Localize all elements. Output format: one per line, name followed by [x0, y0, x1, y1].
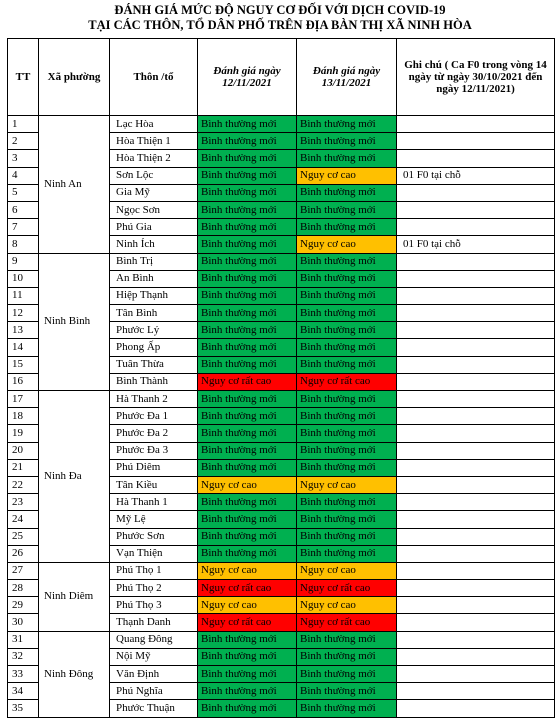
- cell-thon: Phú Nghĩa: [110, 683, 198, 700]
- header-xa-phuong: Xã phường: [39, 39, 110, 116]
- cell-danh-gia-2: Bình thường mới: [297, 150, 397, 167]
- cell-thon: Hòa Thiện 1: [110, 133, 198, 150]
- cell-tt: 24: [8, 511, 39, 528]
- cell-thon: Mỹ Lệ: [110, 511, 198, 528]
- cell-ghi-chu: [397, 562, 555, 579]
- cell-danh-gia-2: Bình thường mới: [297, 339, 397, 356]
- cell-danh-gia-1: Nguy cơ cao: [198, 597, 297, 614]
- cell-xa-phuong: Ninh Đông: [39, 631, 110, 717]
- cell-ghi-chu: [397, 528, 555, 545]
- document-title-line2: TẠI CÁC THÔN, TỔ DÂN PHỐ TRÊN ĐỊA BÀN THỊ XÃ NINH HÒA: [88, 18, 472, 32]
- cell-danh-gia-1: Bình thường mới: [198, 511, 297, 528]
- cell-ghi-chu: [397, 425, 555, 442]
- cell-thon: Hà Thanh 2: [110, 391, 198, 408]
- cell-thon: Phước Đa 1: [110, 408, 198, 425]
- cell-danh-gia-1: Bình thường mới: [198, 683, 297, 700]
- cell-danh-gia-1: Bình thường mới: [198, 201, 297, 218]
- cell-thon: Ngọc Sơn: [110, 201, 198, 218]
- cell-tt: 23: [8, 494, 39, 511]
- risk-assessment-table: [7, 38, 555, 718]
- cell-danh-gia-2: Bình thường mới: [297, 494, 397, 511]
- cell-thon: Quang Đông: [110, 631, 198, 648]
- cell-danh-gia-1: Bình thường mới: [198, 236, 297, 253]
- cell-tt: 10: [8, 270, 39, 287]
- cell-thon: Nội Mỹ: [110, 648, 198, 665]
- cell-danh-gia-2: Bình thường mới: [297, 545, 397, 562]
- cell-danh-gia-1: Nguy cơ rất cao: [198, 614, 297, 631]
- cell-thon: Sơn Lộc: [110, 167, 198, 184]
- cell-tt: 16: [8, 373, 39, 390]
- cell-danh-gia-2: Nguy cơ cao: [297, 476, 397, 493]
- cell-tt: 15: [8, 356, 39, 373]
- cell-ghi-chu: [397, 545, 555, 562]
- cell-danh-gia-2: Nguy cơ cao: [297, 167, 397, 184]
- cell-ghi-chu: [397, 459, 555, 476]
- header-tt: TT: [8, 39, 39, 116]
- cell-tt: 8: [8, 236, 39, 253]
- table-header-row: [8, 39, 555, 116]
- cell-xa-phuong: Ninh Đa: [39, 391, 110, 563]
- cell-thon: Vạn Thiện: [110, 545, 198, 562]
- cell-thon: Hòa Thiện 2: [110, 150, 198, 167]
- cell-ghi-chu: [397, 322, 555, 339]
- cell-danh-gia-2: Bình thường mới: [297, 666, 397, 683]
- cell-danh-gia-2: Nguy cơ cao: [297, 236, 397, 253]
- cell-danh-gia-2: Nguy cơ cao: [297, 597, 397, 614]
- cell-danh-gia-1: Bình thường mới: [198, 425, 297, 442]
- cell-danh-gia-1: Bình thường mới: [198, 150, 297, 167]
- cell-tt: 12: [8, 305, 39, 322]
- cell-danh-gia-1: Bình thường mới: [198, 287, 297, 304]
- cell-ghi-chu: [397, 150, 555, 167]
- cell-danh-gia-2: Bình thường mới: [297, 219, 397, 236]
- cell-tt: 3: [8, 150, 39, 167]
- table-row: [8, 253, 555, 270]
- cell-danh-gia-2: Bình thường mới: [297, 631, 397, 648]
- cell-danh-gia-1: Bình thường mới: [198, 631, 297, 648]
- cell-danh-gia-2: Nguy cơ rất cao: [297, 373, 397, 390]
- cell-thon: Phong Ấp: [110, 339, 198, 356]
- cell-ghi-chu: [397, 648, 555, 665]
- cell-danh-gia-1: Nguy cơ rất cao: [198, 373, 297, 390]
- cell-tt: 11: [8, 287, 39, 304]
- cell-ghi-chu: [397, 133, 555, 150]
- cell-danh-gia-1: Bình thường mới: [198, 700, 297, 717]
- table-row: [8, 391, 555, 408]
- cell-danh-gia-2: Nguy cơ rất cao: [297, 580, 397, 597]
- cell-ghi-chu: 01 F0 tại chỗ: [397, 236, 555, 253]
- cell-ghi-chu: [397, 666, 555, 683]
- cell-ghi-chu: [397, 116, 555, 133]
- cell-danh-gia-1: Bình thường mới: [198, 116, 297, 133]
- cell-thon: Tân Kiều: [110, 476, 198, 493]
- cell-danh-gia-1: Bình thường mới: [198, 528, 297, 545]
- cell-danh-gia-2: Bình thường mới: [297, 322, 397, 339]
- cell-tt: 19: [8, 425, 39, 442]
- cell-thon: Phú Diêm: [110, 459, 198, 476]
- cell-tt: 4: [8, 167, 39, 184]
- cell-danh-gia-2: Bình thường mới: [297, 700, 397, 717]
- cell-ghi-chu: [397, 597, 555, 614]
- cell-thon: Phước Thuận: [110, 700, 198, 717]
- cell-ghi-chu: [397, 580, 555, 597]
- cell-danh-gia-1: Bình thường mới: [198, 339, 297, 356]
- cell-danh-gia-2: Bình thường mới: [297, 287, 397, 304]
- cell-danh-gia-2: Bình thường mới: [297, 459, 397, 476]
- cell-danh-gia-1: Nguy cơ rất cao: [198, 580, 297, 597]
- cell-thon: Phú Thọ 2: [110, 580, 198, 597]
- cell-danh-gia-2: Bình thường mới: [297, 253, 397, 270]
- cell-ghi-chu: [397, 305, 555, 322]
- cell-ghi-chu: [397, 201, 555, 218]
- cell-ghi-chu: [397, 511, 555, 528]
- cell-tt: 30: [8, 614, 39, 631]
- cell-tt: 28: [8, 580, 39, 597]
- cell-ghi-chu: [397, 356, 555, 373]
- cell-tt: 34: [8, 683, 39, 700]
- cell-thon: Phú Thọ 3: [110, 597, 198, 614]
- cell-thon: Phước Đa 2: [110, 425, 198, 442]
- cell-ghi-chu: [397, 494, 555, 511]
- cell-tt: 29: [8, 597, 39, 614]
- header-danh-gia-1: Đánh giá ngày 12/11/2021: [198, 39, 297, 116]
- cell-thon: Phú Gia: [110, 219, 198, 236]
- cell-thon: Phước Sơn: [110, 528, 198, 545]
- cell-danh-gia-1: Bình thường mới: [198, 408, 297, 425]
- cell-tt: 14: [8, 339, 39, 356]
- cell-thon: Hiệp Thạnh: [110, 287, 198, 304]
- cell-ghi-chu: [397, 442, 555, 459]
- cell-tt: 33: [8, 666, 39, 683]
- cell-ghi-chu: 01 F0 tại chỗ: [397, 167, 555, 184]
- cell-danh-gia-1: Bình thường mới: [198, 391, 297, 408]
- cell-ghi-chu: [397, 614, 555, 631]
- cell-ghi-chu: [397, 287, 555, 304]
- cell-danh-gia-1: Bình thường mới: [198, 459, 297, 476]
- cell-danh-gia-1: Bình thường mới: [198, 270, 297, 287]
- cell-danh-gia-2: Nguy cơ cao: [297, 562, 397, 579]
- header-thon-to: Thôn /tổ: [110, 39, 198, 116]
- cell-danh-gia-1: Bình thường mới: [198, 184, 297, 201]
- cell-danh-gia-2: Bình thường mới: [297, 442, 397, 459]
- cell-danh-gia-1: Bình thường mới: [198, 305, 297, 322]
- table-body: [8, 116, 555, 718]
- cell-ghi-chu: [397, 391, 555, 408]
- cell-tt: 1: [8, 116, 39, 133]
- cell-danh-gia-2: Bình thường mới: [297, 270, 397, 287]
- header-danh-gia-2: Đánh giá ngày 13/11/2021: [297, 39, 397, 116]
- cell-tt: 9: [8, 253, 39, 270]
- cell-thon: Bình Thành: [110, 373, 198, 390]
- cell-tt: 13: [8, 322, 39, 339]
- cell-ghi-chu: [397, 408, 555, 425]
- cell-danh-gia-2: Bình thường mới: [297, 511, 397, 528]
- cell-danh-gia-2: Bình thường mới: [297, 116, 397, 133]
- cell-xa-phuong: Ninh Diêm: [39, 562, 110, 631]
- cell-thon: Ninh Ích: [110, 236, 198, 253]
- cell-danh-gia-1: Bình thường mới: [198, 133, 297, 150]
- cell-ghi-chu: [397, 219, 555, 236]
- cell-danh-gia-2: Bình thường mới: [297, 528, 397, 545]
- cell-thon: Thạnh Danh: [110, 614, 198, 631]
- cell-danh-gia-1: Bình thường mới: [198, 442, 297, 459]
- cell-danh-gia-2: Bình thường mới: [297, 305, 397, 322]
- table-row: [8, 631, 555, 648]
- cell-tt: 5: [8, 184, 39, 201]
- cell-xa-phuong: Ninh An: [39, 116, 110, 254]
- cell-tt: 22: [8, 476, 39, 493]
- cell-tt: 31: [8, 631, 39, 648]
- cell-danh-gia-2: Bình thường mới: [297, 184, 397, 201]
- header-ghi-chu: Ghi chú ( Ca F0 trong vòng 14 ngày từ ngày 30/10/2021 đến ngày 12/11/2021): [397, 39, 555, 116]
- cell-danh-gia-1: Bình thường mới: [198, 219, 297, 236]
- cell-thon: Phước Lý: [110, 322, 198, 339]
- cell-xa-phuong: Ninh Bình: [39, 253, 110, 391]
- cell-thon: Tân Bình: [110, 305, 198, 322]
- cell-ghi-chu: [397, 184, 555, 201]
- cell-thon: Bình Trị: [110, 253, 198, 270]
- cell-danh-gia-2: Bình thường mới: [297, 356, 397, 373]
- cell-tt: 26: [8, 545, 39, 562]
- cell-tt: 7: [8, 219, 39, 236]
- cell-danh-gia-2: Bình thường mới: [297, 133, 397, 150]
- document-title-line1: ĐÁNH GIÁ MỨC ĐỘ NGUY CƠ ĐỐI VỚI DỊCH COVID-19: [114, 3, 446, 17]
- cell-ghi-chu: [397, 476, 555, 493]
- cell-danh-gia-1: Nguy cơ cao: [198, 476, 297, 493]
- cell-thon: Hà Thanh 1: [110, 494, 198, 511]
- cell-tt: 35: [8, 700, 39, 717]
- cell-tt: 27: [8, 562, 39, 579]
- cell-danh-gia-1: Bình thường mới: [198, 545, 297, 562]
- cell-thon: Văn Định: [110, 666, 198, 683]
- cell-ghi-chu: [397, 631, 555, 648]
- cell-ghi-chu: [397, 253, 555, 270]
- cell-ghi-chu: [397, 683, 555, 700]
- cell-danh-gia-1: Bình thường mới: [198, 167, 297, 184]
- cell-danh-gia-1: Bình thường mới: [198, 253, 297, 270]
- cell-danh-gia-2: Bình thường mới: [297, 683, 397, 700]
- cell-ghi-chu: [397, 270, 555, 287]
- cell-tt: 17: [8, 391, 39, 408]
- table-row: [8, 562, 555, 579]
- cell-tt: 21: [8, 459, 39, 476]
- cell-danh-gia-2: Bình thường mới: [297, 425, 397, 442]
- cell-tt: 2: [8, 133, 39, 150]
- cell-tt: 25: [8, 528, 39, 545]
- cell-danh-gia-2: Bình thường mới: [297, 201, 397, 218]
- cell-danh-gia-2: Bình thường mới: [297, 408, 397, 425]
- cell-tt: 32: [8, 648, 39, 665]
- cell-danh-gia-1: Bình thường mới: [198, 356, 297, 373]
- cell-danh-gia-2: Bình thường mới: [297, 648, 397, 665]
- cell-thon: Tuân Thừa: [110, 356, 198, 373]
- cell-thon: Lạc Hòa: [110, 116, 198, 133]
- table-row: [8, 116, 555, 133]
- cell-thon: Phú Thọ 1: [110, 562, 198, 579]
- cell-danh-gia-1: Bình thường mới: [198, 322, 297, 339]
- cell-tt: 6: [8, 201, 39, 218]
- cell-danh-gia-1: Bình thường mới: [198, 666, 297, 683]
- cell-tt: 18: [8, 408, 39, 425]
- cell-ghi-chu: [397, 373, 555, 390]
- cell-danh-gia-1: Bình thường mới: [198, 648, 297, 665]
- cell-thon: Phước Đa 3: [110, 442, 198, 459]
- cell-tt: 20: [8, 442, 39, 459]
- cell-danh-gia-1: Nguy cơ cao: [198, 562, 297, 579]
- cell-thon: An Bình: [110, 270, 198, 287]
- cell-danh-gia-2: Nguy cơ rất cao: [297, 614, 397, 631]
- cell-ghi-chu: [397, 339, 555, 356]
- cell-ghi-chu: [397, 700, 555, 717]
- cell-thon: Gia Mỹ: [110, 184, 198, 201]
- cell-danh-gia-2: Bình thường mới: [297, 391, 397, 408]
- cell-danh-gia-1: Bình thường mới: [198, 494, 297, 511]
